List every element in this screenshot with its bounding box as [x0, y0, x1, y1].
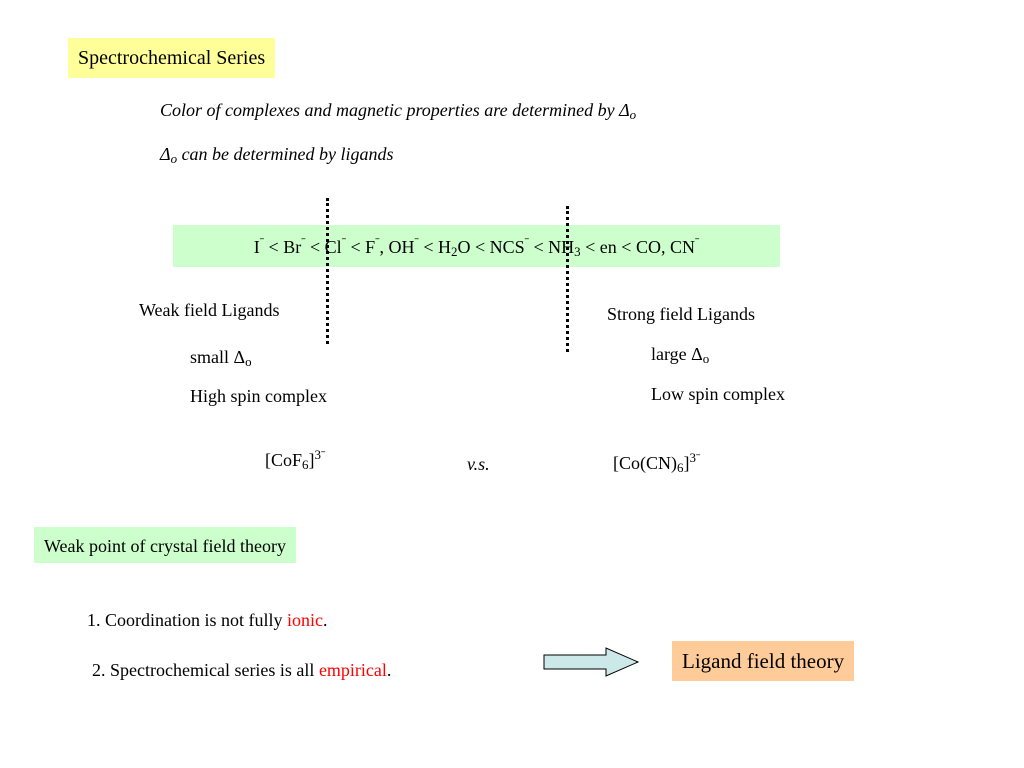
point-2-highlight: empirical [318, 660, 387, 680]
strong-field-label: Strong field Ligands [607, 304, 755, 324]
less-than: < [346, 237, 366, 257]
point-2-text: 2. Spectrochemical series is all [92, 660, 319, 680]
ligand-ammonia: $NH_3$ [548, 237, 581, 260]
weak-field-label: Weak field Ligands [139, 300, 280, 320]
ligand-fluoride: $F^ˉ$ [365, 233, 380, 257]
large-delta [651, 344, 709, 365]
less-than: < [616, 237, 636, 257]
delta-symbol: Δ [619, 100, 630, 120]
complex-cocn6: $[Co(CN)_6]^{3ˉ}$ [613, 449, 701, 476]
intro-line-2 [160, 144, 394, 165]
weak-field-divider [326, 198, 329, 344]
intro-line-1-text: Color of complexes and magnetic properties are determined by [160, 100, 620, 120]
spectrochemical-series-box [173, 225, 780, 267]
ligand-field-theory-box [672, 641, 854, 681]
less-than: < [528, 237, 549, 257]
ligand-water: $H_2O$ [438, 237, 471, 260]
right-arrow-icon [542, 646, 640, 678]
weak-point-box [34, 527, 296, 563]
strong-field-divider [566, 206, 569, 352]
ligand-chloride: $Cl^ˉ$ [324, 233, 347, 257]
less-than: < [264, 237, 284, 257]
delta-subscript: o [170, 151, 178, 167]
ligand-cyanide: $CN^ˉ$ [669, 233, 700, 257]
comma: , [660, 237, 670, 257]
less-than: < [305, 237, 325, 257]
less-than: < [418, 237, 438, 257]
ligand-bromide: $Br^ˉ$ [283, 233, 306, 257]
ligand-thiocyanate: $NCS^ˉ$ [489, 233, 529, 257]
delta-subscript: o [629, 107, 637, 123]
ligand-hydroxide: $OH^ˉ$ [388, 233, 419, 257]
large-delta-label: large [651, 344, 692, 364]
weak-point-text: Weak point of crystal field theory [44, 536, 286, 556]
point-1-highlight: ionic [287, 610, 323, 630]
delta-symbol: Δ [160, 144, 171, 164]
delta-subscript: o [245, 354, 252, 370]
intro-line-2-text: can be determined by ligands [177, 144, 394, 164]
point-1-text: 1. Coordination is not fully [87, 610, 287, 630]
point-2: 2. Spectrochemical series is all empirical. [92, 660, 392, 680]
slide-title-text: Spectrochemical Series [78, 47, 266, 69]
less-than: < [470, 237, 490, 257]
ligand-co: CO [635, 237, 661, 257]
delta-symbol: Δ [233, 347, 246, 367]
delta-subscript: o [702, 351, 710, 367]
versus-label: v.s. [467, 454, 490, 474]
ligand-iodide: $I^ˉ$ [253, 233, 265, 257]
intro-line-1 [160, 100, 636, 121]
ligand-field-theory-text: Ligand field theory [682, 649, 845, 673]
point-1: 1. Coordination is not fully ionic. [87, 610, 328, 630]
complex-cof6: $[CoF_6]^{3ˉ}$ [265, 446, 326, 473]
small-delta [190, 347, 252, 368]
less-than: < [580, 237, 600, 257]
high-spin-label: High spin complex [190, 386, 327, 406]
slide-title [68, 38, 275, 78]
comma: , [379, 237, 389, 257]
delta-symbol: Δ [691, 344, 703, 364]
small-delta-label: small [190, 347, 234, 367]
ligand-en: en [599, 237, 617, 257]
low-spin-label: Low spin complex [651, 384, 785, 404]
